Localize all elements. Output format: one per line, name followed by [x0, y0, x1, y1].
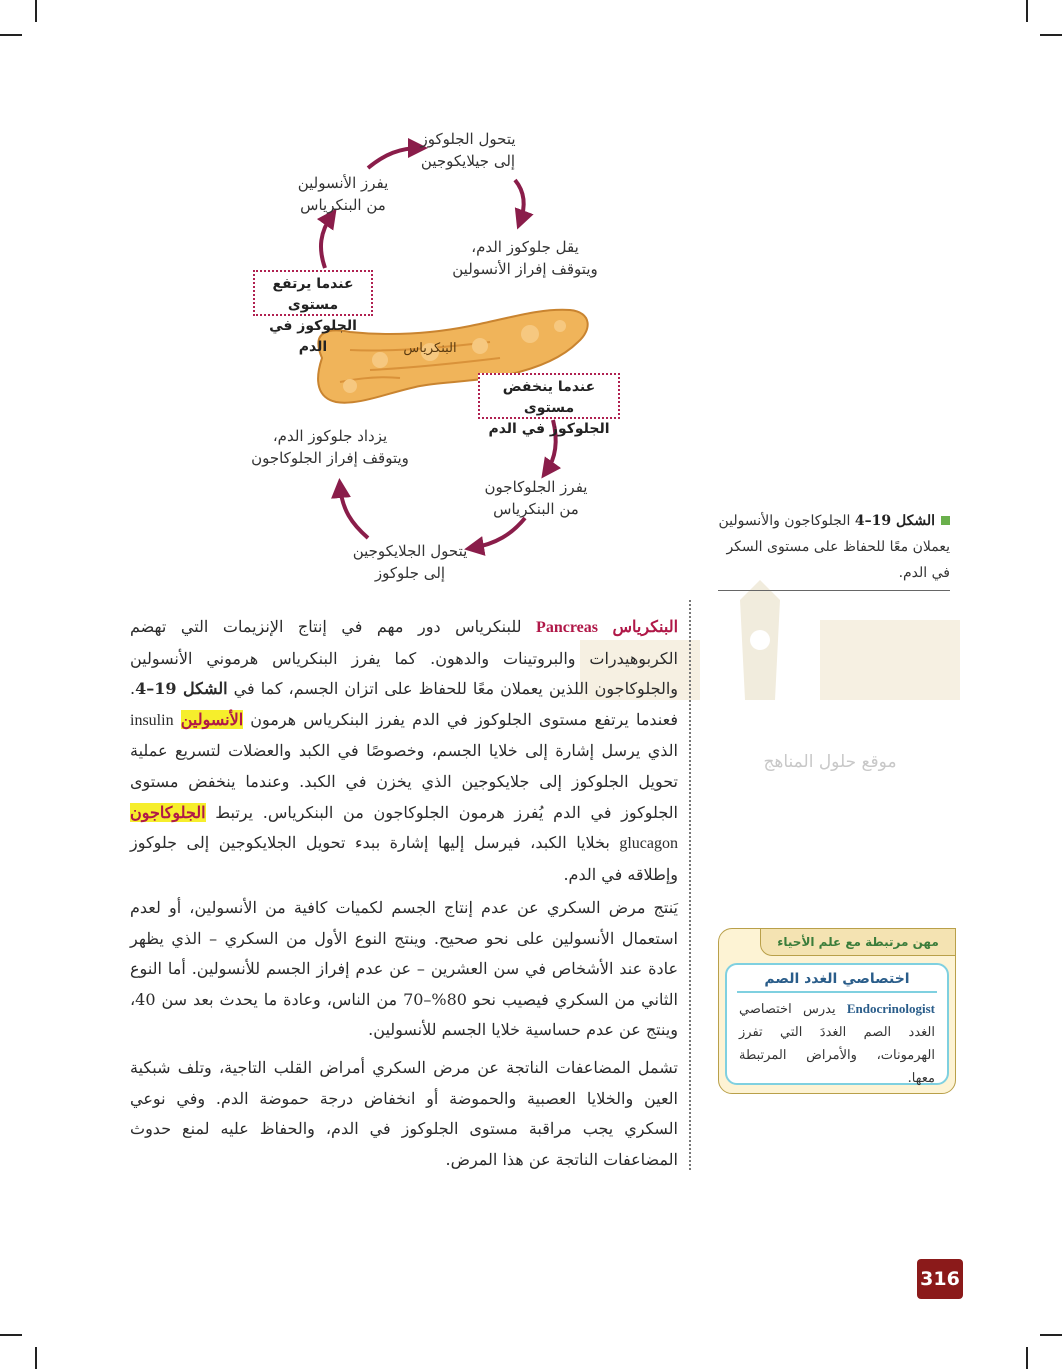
term-insulin-en: insulin — [130, 711, 174, 729]
label-glucose-decreases: يقل جلوكوز الدم، ويتوقف إفراز الأنسولين — [452, 238, 598, 278]
caption-text-3: في الدم. — [898, 565, 950, 581]
caption-text-2: يعملان معًا للحفاظ على مستوى السكر — [726, 539, 950, 555]
label-insulin-secreted: يفرز الأنسولين من البنكرياس — [297, 174, 389, 214]
crop-mark — [35, 0, 37, 22]
figure-caption — [718, 508, 950, 591]
crop-mark — [1026, 1347, 1028, 1369]
career-box — [718, 928, 956, 1094]
arrow-glycogen-to-lowglucose — [515, 180, 524, 222]
box-low-glucose: عندما ينخفض مستوى الجلوكوز في الدم — [478, 373, 620, 419]
arrow-high-to-insulin — [321, 215, 332, 268]
career-inner — [725, 963, 949, 1085]
term-pancreas-ar: البنكرياس — [612, 617, 679, 636]
label-glucose-to-glycogen: يتحول الجلوكوز إلى جيلايكوجين — [420, 130, 516, 170]
label-pancreas: البنكرياس — [403, 341, 457, 356]
arrow-glucose-to-rise — [340, 486, 368, 538]
career-title: اختصاصي الغدد الصم — [737, 971, 937, 993]
page-number: 316 — [917, 1259, 963, 1299]
column-divider — [689, 600, 691, 1170]
caption-bullet-icon — [941, 516, 950, 525]
paragraph-complications: تشمل المضاعفات الناتجة عن مرض السكري أمراض القلب التاجية، وتلف شبكية العين والخلايا العصبية والحموضة أو انخفاض درجة حموضة الدم. وفي نوعي السكري يجب مراقبة مستوى الجلوكوز في الدم، والحفاظ عليه لمنع حدوث المضاعفات الناتجة عن هذا المرض. — [130, 1058, 678, 1169]
label-glucose-increases: يزداد جلوكوز الدم، ويتوقف إفراز الجلوكاجون — [251, 427, 409, 467]
figure-reference: الشكل 19–4 — [135, 679, 228, 699]
caption-text-1: الجلوكاجون والأنسولين — [718, 513, 851, 529]
paragraph-pancreas: البنكرياس Pancreas للبنكرياس دور مهم في إنتاج الإنزيمات التي تهضم الكربوهيدرات والبروتينات والدهون. كما يفرز البنكرياس هرموني الأنسولين والجلوكاجون اللذين يعملان معًا للحفاظ على اتزان الجسم، كما في الشكل 19–4. فعندما يرتفع مستوى الجلوكوز في الدم يفرز البنكرياس هرمون الأنسولين insulin الذي يرسل إشارة إلى خلايا الجسم، وخصوصًا في الكبد والعضلات لتسريع عملية تحويل الجلوكوز إلى جلايكوجين الذي يخزن في الكبد. وعندما ينخفض مستوى الجلوكوز في الدم يُفرز هرمون الجلوكاجون من البنكرياس. يرتبط الجلوكاجون glucagon بخلايا الكبد، فيرسل إليها إشارة ببدء تحويل الجلايكوجين إلى جلوكوز وإطلاقه في الدم. — [130, 617, 679, 884]
career-body: Endocrinologist يدرس اختصاصي الغدد الصم الغددَ التي تفرز الهرمونات، والأمراض المرتبطة معها. — [739, 1001, 935, 1086]
watermark-text: موقع حلول المناهج — [763, 752, 897, 772]
box-high-glucose: عندما يرتفع مستوى الجلوكوز في الدم — [253, 270, 373, 316]
paragraph-diabetes: يَنتج مرض السكري عن عدم إنتاج الجسم لكميات كافية من الأنسولين، أو لعدم استعمال الأنسولين على نحو صحيح. وينتج النوع الأول من السكري – الذي يظهر عادة عند الأشخاص في سن العشرين – عن عدم إفراز الجسم للأنسولين. أما النوع الثاني من السكري فيصيب نحو 80%–70 من الناس، وعادة ما يحدث بعد سن 40، وينتج عن عدم حساسية خلايا الجسم للأنسولين. — [130, 898, 678, 1040]
crop-mark — [1026, 0, 1028, 22]
term-insulin-ar: الأنسولين — [180, 709, 244, 729]
label-glucagon-secreted: يفرز الجلوكاجون من البنكرياس — [484, 478, 588, 518]
crop-mark — [1040, 34, 1062, 36]
term-glucagon-ar: الجلوكاجون — [130, 802, 206, 822]
crop-mark — [0, 1334, 22, 1336]
crop-mark — [35, 1347, 37, 1369]
label-glycogen-to-glucose: يتحول الجلايكوجين إلى جلوكوز — [352, 542, 468, 582]
term-pancreas-en: Pancreas — [536, 619, 598, 636]
crop-mark — [0, 34, 22, 36]
career-tab: مهن مرتبطة مع علم الأحياء — [760, 928, 956, 956]
term-glucagon-en: glucagon — [619, 835, 679, 853]
crop-mark — [1040, 1334, 1062, 1336]
career-en-term: Endocrinologist — [846, 1001, 935, 1016]
caption-figure-ref: الشكل 19–4 — [854, 513, 935, 529]
